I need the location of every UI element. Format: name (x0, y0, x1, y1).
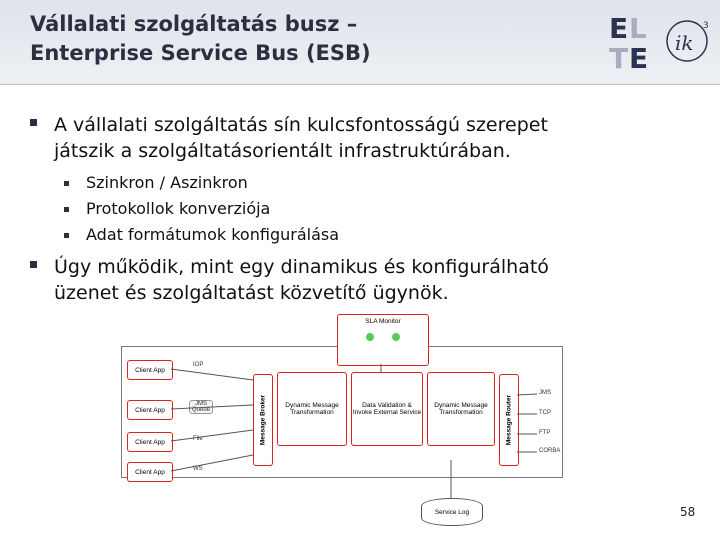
elte-ik-logo (605, 10, 710, 72)
title-line-2: Enterprise Service Bus (ESB) (30, 41, 371, 65)
bullet-marker-icon (30, 119, 37, 126)
sub-bullet: Protokollok konverziója (56, 196, 710, 222)
bullet-marker-icon (30, 261, 37, 268)
sub-bullet: Szinkron / Aszinkron (56, 170, 710, 196)
status-light-icon (392, 333, 400, 341)
protocol-label: TCP (539, 410, 551, 416)
logo-badge: ik (675, 31, 694, 55)
protocol-label: File (193, 436, 203, 442)
service-log-cylinder: Service Log (421, 498, 483, 526)
logo-letter-l: L (629, 12, 647, 45)
title-line-1: Vállalati szolgáltatás busz – (30, 12, 358, 36)
protocol-label: JMS Queue (189, 400, 213, 414)
protocol-label: CORBA (539, 448, 561, 454)
status-light-icon (366, 333, 374, 341)
protocol-label: IOP (193, 362, 204, 368)
sub-bullet-marker-icon (64, 207, 69, 212)
logo-letter-e1: E (609, 12, 629, 45)
protocol-label: WS (193, 466, 203, 472)
transformation-box: Dynamic Message Transformation (277, 372, 347, 446)
logo-letter-e2: E (629, 42, 649, 72)
slide-content (30, 112, 710, 312)
client-app-box: Client App (127, 400, 173, 420)
esb-diagram (111, 310, 569, 530)
message-router-box: Message Router (499, 374, 519, 466)
logo-badge-sup: 3 (703, 21, 709, 31)
client-app-box: Client App (127, 462, 173, 482)
sub-bullet-marker-icon (64, 181, 69, 186)
transformation-box: Dynamic Message Transformation (427, 372, 495, 446)
bullet-2: Úgy működik, mint egy dinamikus és konfigurálható üzenet és szolgáltatást közvetítő ügynök. (30, 254, 710, 306)
sub-bullet-list (56, 170, 710, 248)
logo-letter-t: T (609, 42, 629, 72)
sla-monitor-box: SLA Monitor (337, 314, 429, 366)
client-app-box: Client App (127, 360, 173, 380)
sub-bullet: Adat formátumok konfigurálása (56, 222, 710, 248)
validation-box: Data Validation & Invoke External Service (351, 372, 423, 446)
protocol-label: JMS (539, 390, 551, 396)
protocol-label: FTP (539, 430, 551, 436)
slide-title (30, 10, 590, 68)
page-number: 58 (680, 505, 696, 519)
message-broker-box: Message Broker (253, 374, 273, 466)
sub-bullet-marker-icon (64, 233, 69, 238)
bullet-1: A vállalati szolgáltatás sín kulcsfontosságú szerepet játszik a szolgáltatásorientált infrastruktúrában. (30, 112, 710, 164)
client-app-box: Client App (127, 432, 173, 452)
